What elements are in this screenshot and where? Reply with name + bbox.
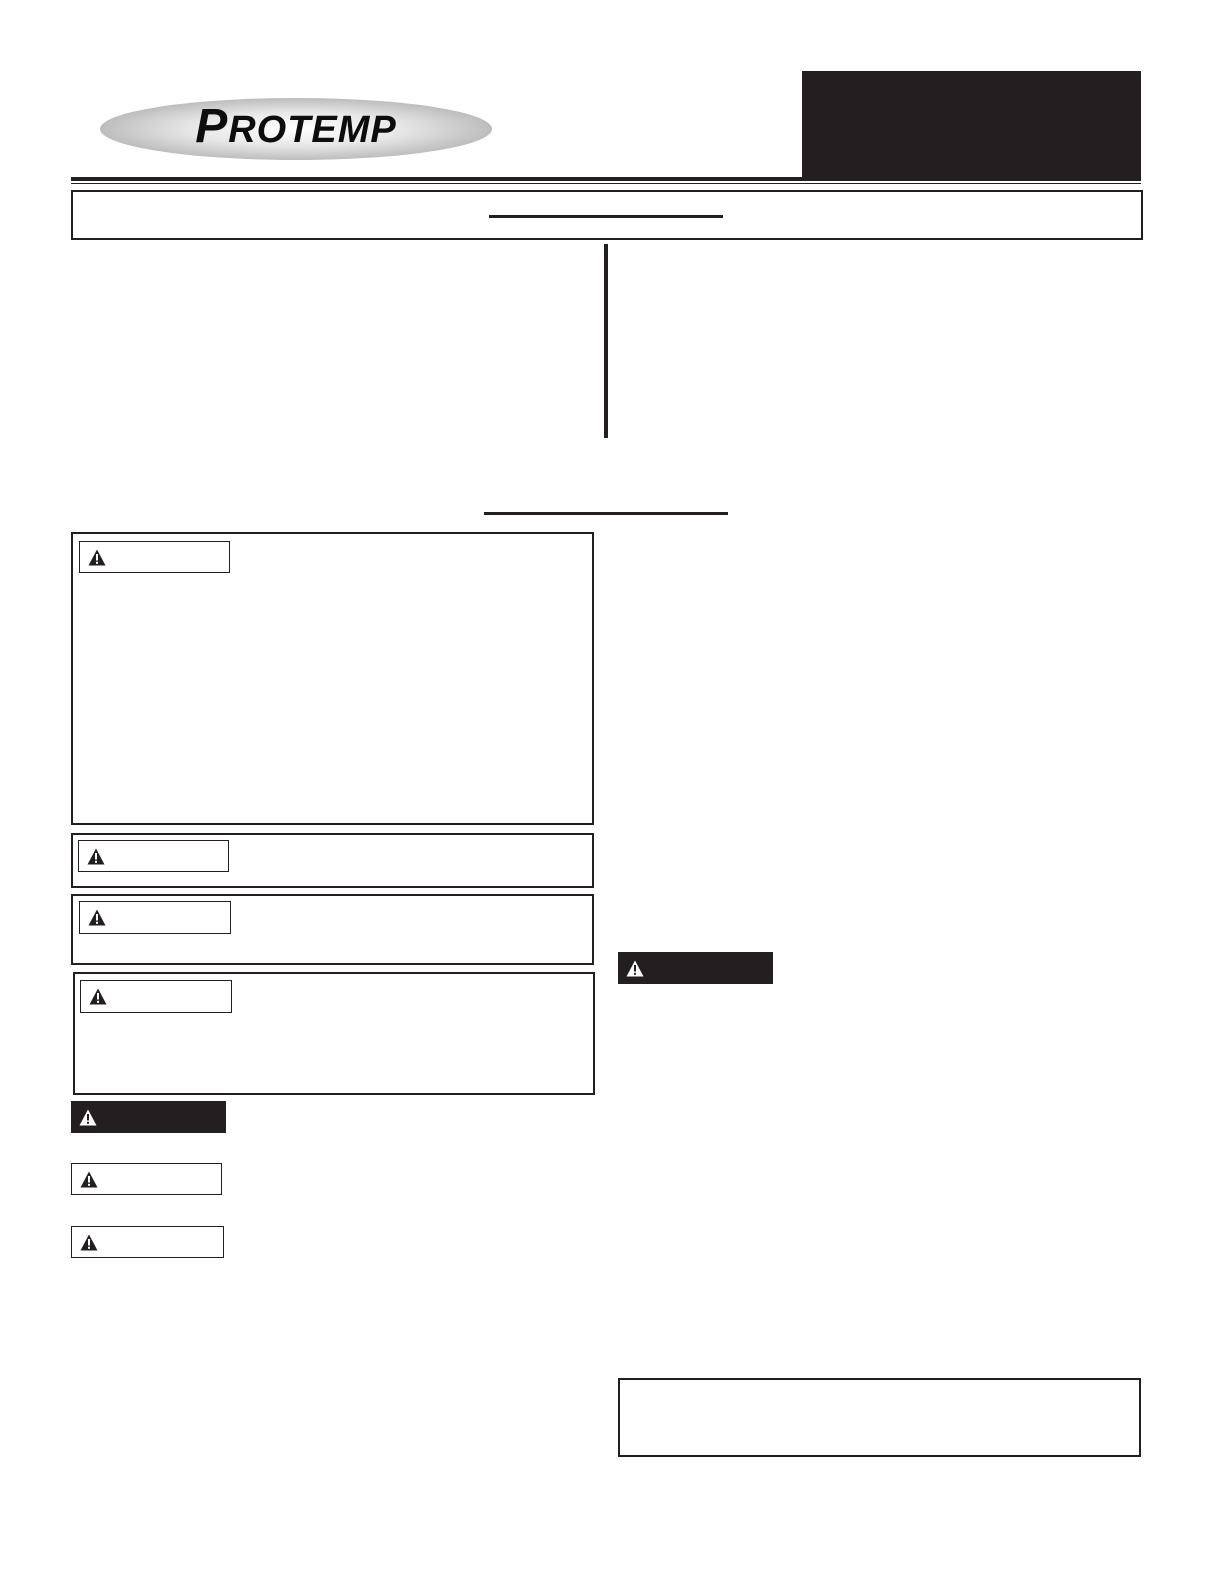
warning-label-2 xyxy=(78,840,229,872)
warning-label-4 xyxy=(80,980,232,1013)
warning-triangle-icon xyxy=(88,909,106,926)
warning-triangle-icon xyxy=(80,1171,98,1188)
warning-triangle-icon xyxy=(89,988,107,1005)
safety-heading-underline xyxy=(484,512,728,515)
column-divider xyxy=(604,244,608,438)
brand-wordmark xyxy=(98,99,494,154)
warning-triangle-icon xyxy=(79,1109,97,1126)
warning-label-6 xyxy=(71,1226,224,1258)
header-rule-thin xyxy=(71,183,1141,184)
brand-initial: P xyxy=(195,100,229,153)
warning-label-3 xyxy=(79,901,231,934)
warning-box-2 xyxy=(71,833,594,888)
warning-triangle-icon xyxy=(87,848,105,865)
header-rule xyxy=(71,177,1141,181)
protemp-logo xyxy=(98,96,494,162)
section-title-underline xyxy=(489,215,723,218)
warning-label-1 xyxy=(79,541,230,573)
note-box xyxy=(618,1378,1141,1457)
brand-rest: ROTEMP xyxy=(228,109,397,151)
warning-box-4 xyxy=(73,972,595,1095)
warning-triangle-icon xyxy=(88,549,106,566)
warning-label-5 xyxy=(71,1163,222,1195)
warning-triangle-icon xyxy=(80,1234,98,1251)
warning-box-1 xyxy=(71,532,594,825)
danger-label xyxy=(71,1101,226,1133)
warning-triangle-icon xyxy=(626,960,644,977)
title-block xyxy=(802,71,1141,177)
warning-box-3 xyxy=(71,894,594,965)
danger-label-right xyxy=(618,952,773,984)
